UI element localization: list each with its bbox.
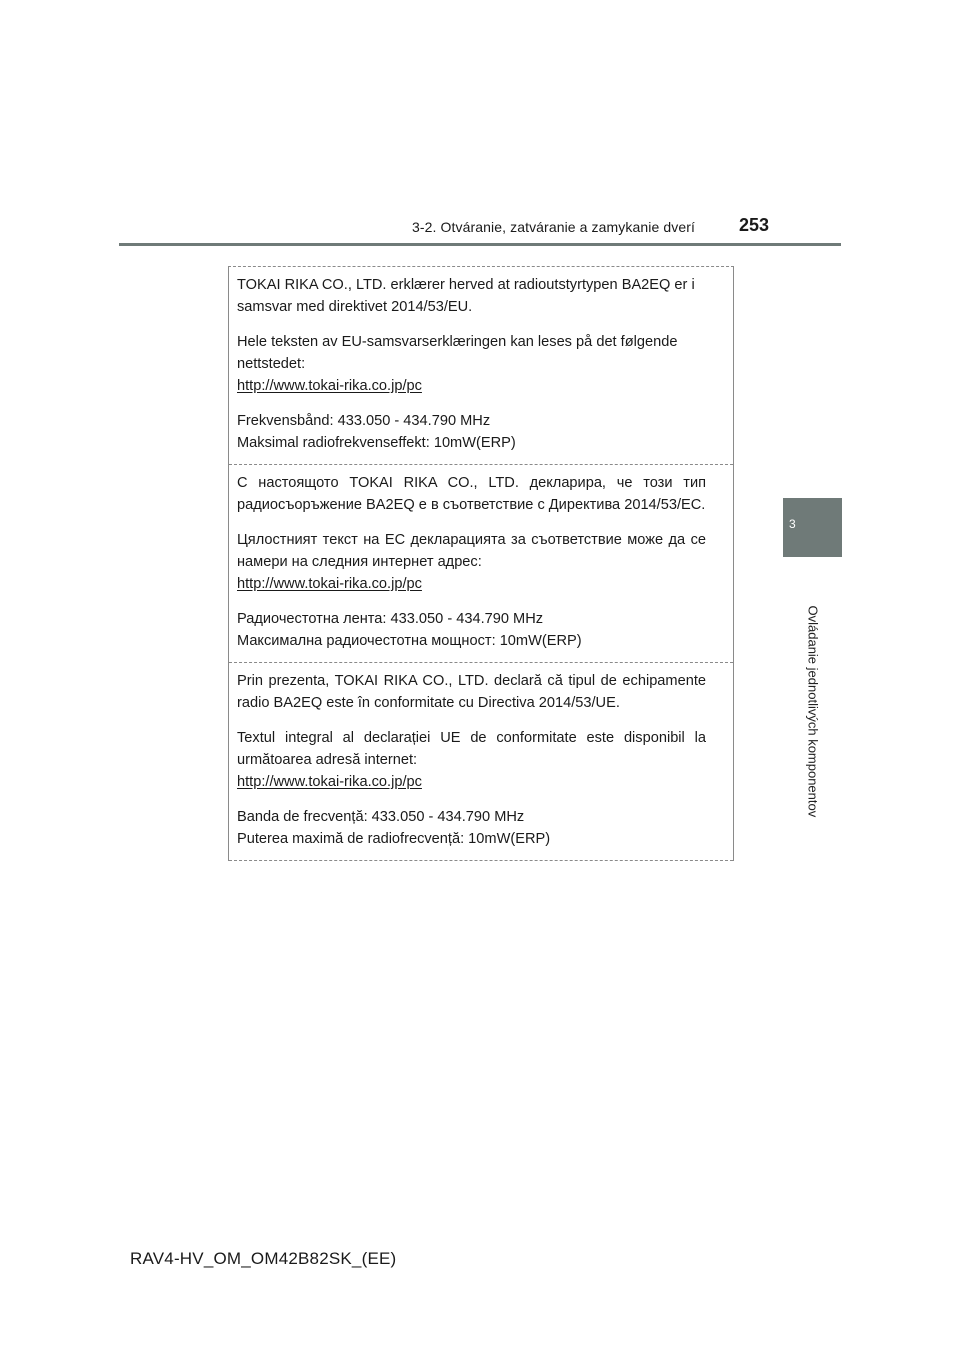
declaration-power: Максимална радиочестотна мощност: 10mW(ERP) — [237, 633, 582, 649]
declaration-power: Puterea maximă de radiofrecvență: 10mW(ERP) — [237, 831, 551, 847]
header-rule — [119, 243, 841, 246]
declaration-statement: С настоящото TOKAI RIKA CO., LTD. декларира, че този тип радиосъоръжение BA2EQ е в съответствие с Директива 2014/53/ЕС. — [237, 475, 706, 513]
header-section-title: 3-2. Otváranie, zatváranie a zamykanie dverí — [412, 219, 695, 235]
declaration-power: Maksimal radiofrekvenseffekt: 10mW(ERP) — [237, 435, 516, 451]
declaration-full-text-info: Textul integral al declarației UE de conformitate este disponibil la următoarea adresă internet: — [237, 730, 706, 768]
declaration-statement: TOKAI RIKA CO., LTD. erklærer herved at radioutstyrtypen BA2EQ er i samsvar med direktivet 2014/53/EU. — [237, 277, 695, 315]
declaration-frequency: Frekvensbånd: 433.050 - 434.790 MHz — [237, 413, 491, 429]
declaration-full-text-info: Hele teksten av EU-samsvarserklæringen kan leses på det følgende nettstedet: — [237, 334, 678, 372]
declaration-block-romanian — [229, 663, 733, 861]
page-number: 253 — [739, 215, 770, 235]
declaration-url-link[interactable]: http://www.tokai-rika.co.jp/pc — [237, 378, 422, 394]
footer-manual-code: RAV4-HV_OM_OM42B82SK_(EE) — [130, 1249, 397, 1268]
declaration-block-bulgarian — [229, 465, 733, 663]
declaration-full-text-info: Цялостният текст на ЕС декларацията за съответствие може да се намери на следния интернет адрес: — [237, 532, 706, 570]
declaration-url-link[interactable]: http://www.tokai-rika.co.jp/pc — [237, 576, 422, 592]
chapter-tab — [783, 498, 842, 557]
declaration-frequency: Banda de frecvență: 433.050 - 434.790 MHz — [237, 809, 525, 825]
declaration-url-link[interactable]: http://www.tokai-rika.co.jp/pc — [237, 774, 422, 790]
declarations-box — [228, 266, 734, 861]
chapter-number: 3 — [789, 517, 796, 531]
chapter-label: Ovládanie jednotlivých komponentov — [805, 605, 821, 818]
declaration-statement: Prin prezenta, TOKAI RIKA CO., LTD. declară că tipul de echipamente radio BA2EQ este în conformitate cu Directiva 2014/53/UE. — [237, 673, 706, 711]
declaration-frequency: Радиочестотна лента: 433.050 - 434.790 MHz — [237, 611, 544, 627]
declaration-block-norwegian — [229, 267, 733, 465]
